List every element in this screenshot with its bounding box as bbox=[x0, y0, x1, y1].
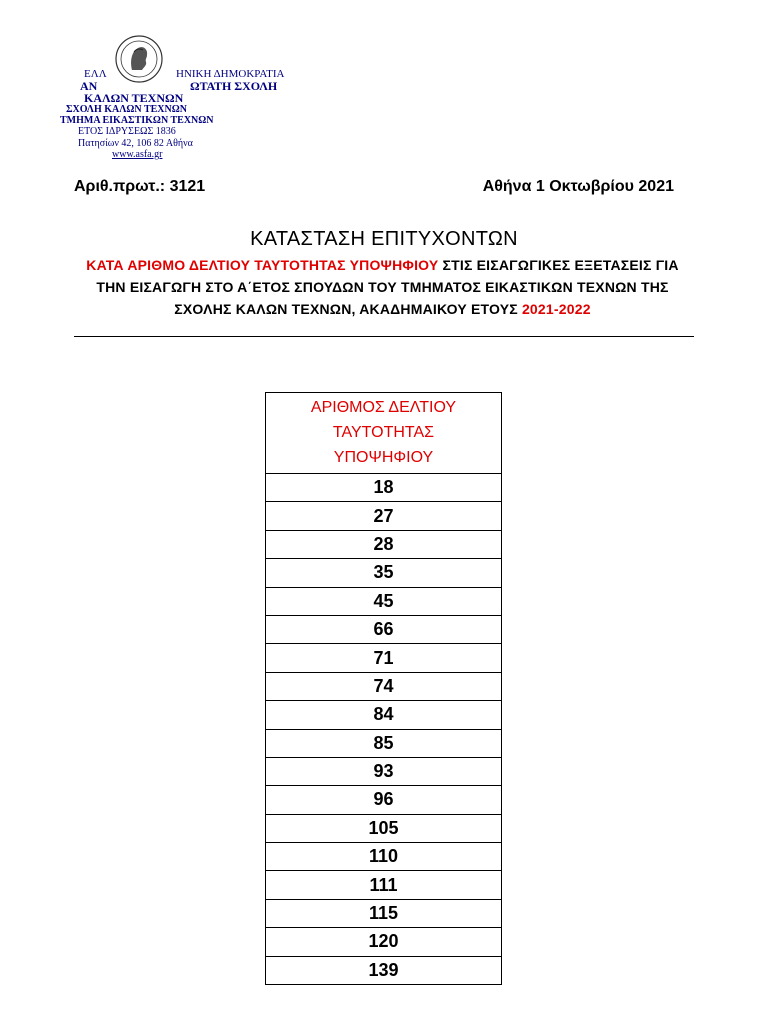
letterhead-address: Πατησίων 42, 106 82 Αθήνα bbox=[78, 138, 193, 149]
table-row bbox=[266, 672, 502, 700]
table-cell-id: 139 bbox=[266, 956, 502, 984]
document-subtitle bbox=[70, 254, 695, 320]
subtitle-description: ΣΤΙΣ ΕΙΣΑΓΩΓΙΚΕΣ ΕΞΕΤΑΣΕΙΣ ΓΙΑ ΤΗΝ ΕΙΣΑΓΩΓΗ ΣΤΟ Α΄ΕΤΟΣ ΣΠΟΥΔΩΝ ΤΟΥ ΤΜΗΜΑΤΟΣ ΕΙΚΑΣΤΙΚΩΝ ΤΕΧΝΩΝ ΤΗΣ ΣΧΟΛΗΣ ΚΑΛΩΝ ΤΕΧΝΩΝ, ΑΚΑΔΗΜΑΙΚΟΥ ΕΤΟΥΣ bbox=[96, 257, 679, 317]
table-cell-id: 111 bbox=[266, 871, 502, 899]
table-cell-id: 28 bbox=[266, 530, 502, 558]
letterhead-line-1-right: ΗΝΙΚΗ ΔΗΜΟΚΡΑΤΙΑ bbox=[176, 68, 285, 80]
table-cell-id: 96 bbox=[266, 786, 502, 814]
table-cell-id: 110 bbox=[266, 843, 502, 871]
table-row bbox=[266, 502, 502, 530]
table-cell-id: 93 bbox=[266, 757, 502, 785]
university-seal-icon bbox=[114, 34, 164, 84]
table-row bbox=[266, 701, 502, 729]
letterhead-line-2-right: ΩΤΑΤΗ ΣΧΟΛΗ bbox=[190, 79, 278, 93]
document-date: Αθήνα 1 Οκτωβρίου 2021 bbox=[482, 178, 674, 195]
table-header-line-3: ΥΠΟΨΗΦΙΟΥ bbox=[333, 449, 434, 466]
table-cell-id: 120 bbox=[266, 928, 502, 956]
table-header-line-1: ΑΡΙΘΜΟΣ ΔΕΛΤΙΟΥ bbox=[310, 399, 457, 416]
table-row bbox=[266, 729, 502, 757]
table-cell-id: 18 bbox=[266, 474, 502, 502]
table-row bbox=[266, 899, 502, 927]
table-cell-id: 74 bbox=[266, 672, 502, 700]
divider-line bbox=[74, 336, 694, 337]
letterhead-founded: ΕΤΟΣ ΙΔΡΥΣΕΩΣ 1836 bbox=[78, 126, 176, 137]
table-row bbox=[266, 559, 502, 587]
table-row bbox=[266, 928, 502, 956]
table-row bbox=[266, 644, 502, 672]
table-header-row bbox=[266, 393, 502, 474]
table-row bbox=[266, 474, 502, 502]
letterhead-school: ΣΧΟΛΗ ΚΑΛΩΝ ΤΕΧΝΩΝ bbox=[66, 104, 187, 115]
protocol-number: Αριθ.πρωτ.: 3121 bbox=[74, 178, 206, 195]
table-cell-id: 105 bbox=[266, 814, 502, 842]
table-cell-id: 71 bbox=[266, 644, 502, 672]
results-table bbox=[265, 392, 502, 985]
document-title: ΚΑΤΑΣΤΑΣΗ ΕΠΙΤΥΧΟΝΤΩΝ bbox=[250, 228, 518, 250]
table-row bbox=[266, 871, 502, 899]
table-header-id-number bbox=[266, 393, 502, 474]
letterhead-website-link[interactable]: www.asfa.gr bbox=[112, 149, 163, 160]
table-header-line-2: ΤΑΥΤΟΤΗΤΑΣ bbox=[332, 424, 435, 441]
table-row bbox=[266, 786, 502, 814]
table-cell-id: 35 bbox=[266, 559, 502, 587]
subtitle-sort-criterion: ΚΑΤΑ ΑΡΙΘΜΟ ΔΕΛΤΙΟΥ ΤΑΥΤΟΤΗΤΑΣ ΥΠΟΨΗΦΙΟΥ bbox=[86, 257, 439, 273]
table-cell-id: 27 bbox=[266, 502, 502, 530]
letterhead-line-3: ΚΑΛΩΝ ΤΕΧΝΩΝ bbox=[84, 91, 184, 105]
table-row bbox=[266, 956, 502, 984]
table-row bbox=[266, 757, 502, 785]
letterhead-department: ΤΜΗΜΑ ΕΙΚΑΣΤΙΚΩΝ ΤΕΧΝΩΝ bbox=[60, 115, 214, 126]
table-cell-id: 45 bbox=[266, 587, 502, 615]
table-cell-id: 66 bbox=[266, 615, 502, 643]
letterhead-line-1-left: ΕΛΛ bbox=[84, 68, 107, 80]
reference-row bbox=[74, 178, 674, 200]
subtitle-academic-year: 2021-2022 bbox=[521, 301, 591, 317]
table-cell-id: 85 bbox=[266, 729, 502, 757]
table-row bbox=[266, 843, 502, 871]
table-cell-id: 84 bbox=[266, 701, 502, 729]
table-row bbox=[266, 530, 502, 558]
letterhead-line-2-left: ΑΝ bbox=[80, 79, 98, 93]
table-row bbox=[266, 814, 502, 842]
table-row bbox=[266, 615, 502, 643]
table-cell-id: 115 bbox=[266, 899, 502, 927]
table-row bbox=[266, 587, 502, 615]
